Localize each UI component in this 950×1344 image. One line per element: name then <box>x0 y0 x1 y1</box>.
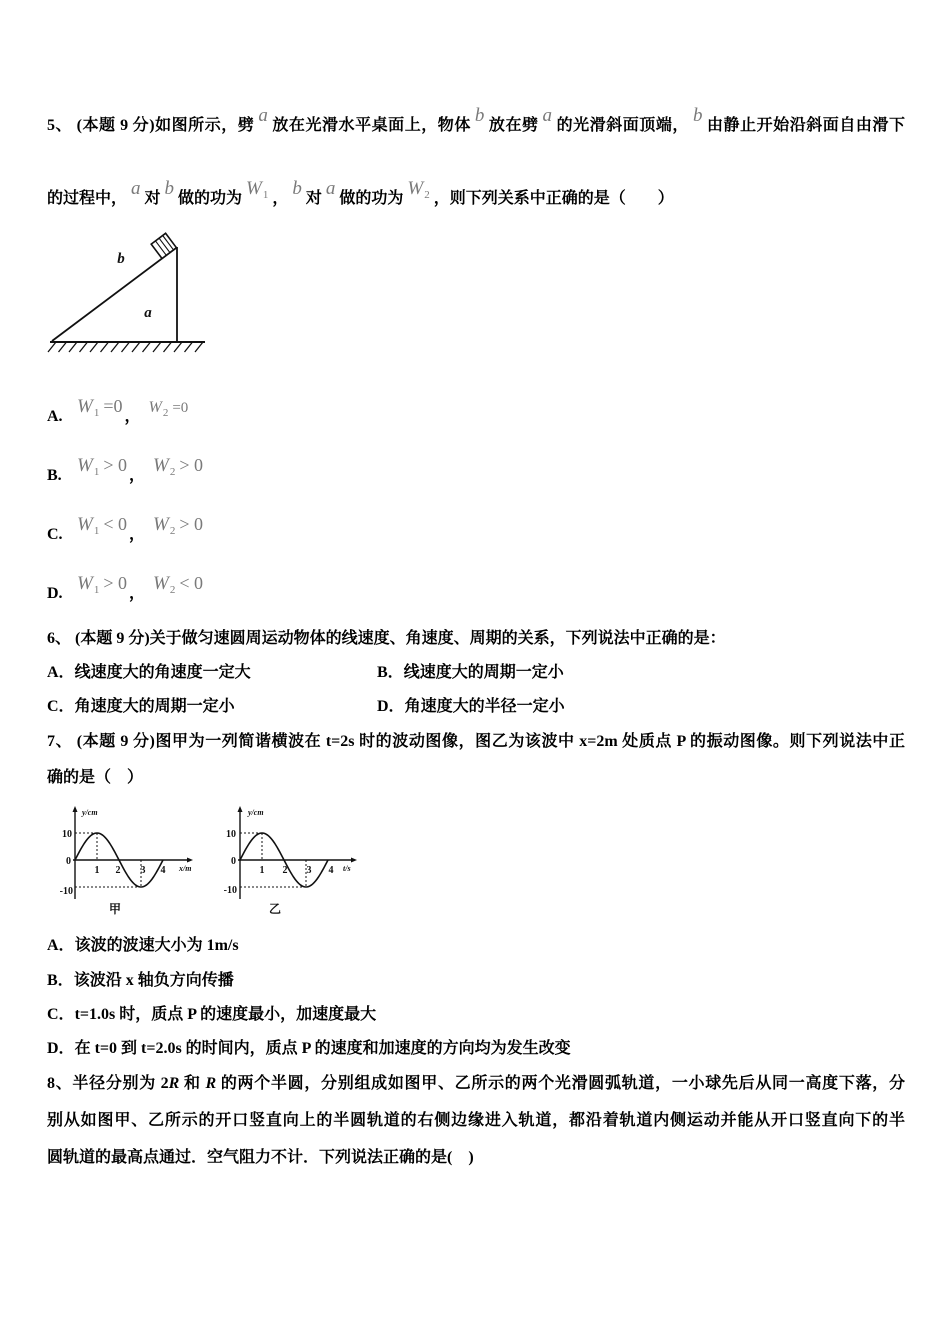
x-tick-label: 4 <box>160 865 166 876</box>
q5-option-a <box>47 396 905 426</box>
w-subscript: 1 <box>93 407 100 419</box>
option-label: A． <box>47 937 75 954</box>
q5-text: ， <box>272 190 289 207</box>
q5-text: 5、 (本题 9 分)如图所示，劈 <box>47 117 255 134</box>
q6-option-b <box>377 662 897 684</box>
wedge-figure <box>46 231 208 355</box>
math-b: b <box>292 178 302 199</box>
math-a: a <box>131 178 141 199</box>
relation: < 0 <box>179 573 203 593</box>
option-text: 线速度大的周期一定小 <box>403 664 564 681</box>
option-text: 角速度大的半径一定小 <box>404 698 565 715</box>
w-symbol: W <box>407 178 424 199</box>
relation: =0 <box>172 400 189 416</box>
vibration-graph-yi <box>212 803 360 918</box>
q8-stem-line-2: 别从如图甲、乙所示的开口竖直向上的半圆轨道的右侧边缘进入轨道，都沿着轨道内侧运动并能从开口竖直向下的半 <box>47 1112 905 1129</box>
w-subscript: 2 <box>424 189 430 201</box>
relation: > 0 <box>179 455 203 475</box>
w-subscript: 1 <box>93 584 100 596</box>
x-axis-title: x/m <box>179 864 192 873</box>
option-text: 该波的波速大小为 1m/s <box>74 937 239 954</box>
y-tick-label: 10 <box>226 829 236 840</box>
x-tick-label: 1 <box>94 865 100 876</box>
q5-text: 对 <box>144 190 161 207</box>
q7-stem-line-1: 7、 (本题 9 分)图甲为一列简谐横波在 t=2s 时的波动图像，图乙为该波中 x=2m 处质点 P 的振动图像。则下列说法中正 <box>47 733 905 750</box>
relation: > 0 <box>179 514 203 534</box>
math-b: b <box>474 105 485 126</box>
w-subscript: 1 <box>93 525 100 537</box>
q8-stem-line-1 <box>47 1073 905 1095</box>
option-label: A. <box>47 408 63 425</box>
ground-hatching <box>48 342 203 352</box>
q7-option-b <box>47 970 905 992</box>
q5-text: 由静止开始沿斜面自由滑下 <box>706 117 905 134</box>
math-expression <box>148 399 189 419</box>
math-a: a <box>542 105 553 126</box>
option-label: B． <box>377 664 404 681</box>
q5-text: 的过程中， <box>47 190 128 207</box>
q5-text: 的光滑斜面顶端， <box>556 117 689 134</box>
w-symbol: W <box>77 514 93 535</box>
relation: < 0 <box>103 514 127 534</box>
q5-text: 放在劈 <box>488 117 539 134</box>
math-expression <box>77 396 122 417</box>
y-tick-label: 0 <box>66 856 71 867</box>
w-subscript: 2 <box>162 407 169 419</box>
label-b: b <box>117 251 125 267</box>
q7-option-a <box>47 935 905 957</box>
x-tick-label: 4 <box>328 865 334 876</box>
math-w2 <box>407 178 429 199</box>
y-tick-label: -10 <box>59 886 73 897</box>
math-w1 <box>246 178 268 199</box>
q7-option-c <box>47 1004 905 1026</box>
option-label: C． <box>47 1006 75 1023</box>
math-expression <box>77 455 127 476</box>
y-tick-label: 0 <box>231 856 236 867</box>
q6-option-a <box>47 662 367 684</box>
wedge-slope <box>52 247 177 341</box>
symbol-r: R <box>168 1075 180 1092</box>
w-symbol: W <box>153 514 169 535</box>
q8-text: 和 <box>179 1075 206 1092</box>
comma: ， <box>128 585 145 602</box>
w-symbol: W <box>77 455 93 476</box>
w-subscript: 1 <box>93 466 100 478</box>
option-text: 角速度大的周期一定小 <box>74 698 235 715</box>
x-tick-label: 1 <box>259 865 265 876</box>
y-axis-arrow <box>238 806 243 812</box>
option-label: B． <box>47 972 74 989</box>
y-axis-arrow <box>73 806 78 812</box>
w-symbol: W <box>246 178 262 199</box>
relation: > 0 <box>103 573 127 593</box>
math-b: b <box>164 178 175 199</box>
q6-option-d <box>377 696 897 718</box>
q7-stem-line-2: 确的是（ ） <box>47 769 144 786</box>
q8-text: 8、半径分别为 2 <box>47 1075 169 1092</box>
q5-stem-line-2 <box>47 178 905 209</box>
y-tick-label: 10 <box>62 829 72 840</box>
comma: ， <box>128 467 145 484</box>
x-tick-label: 3 <box>140 865 146 876</box>
q5-option-d <box>47 573 905 603</box>
option-label: D. <box>47 585 63 602</box>
y-tick-label: -10 <box>223 885 237 896</box>
option-text: 线速度大的角速度一定大 <box>74 664 251 681</box>
math-expression <box>153 455 203 476</box>
option-label: C. <box>47 526 63 543</box>
q6-option-c <box>47 696 367 718</box>
q5-option-c <box>47 514 905 544</box>
w-symbol: W <box>153 573 169 594</box>
math-a: a <box>325 178 336 199</box>
q5-option-b <box>47 455 905 485</box>
y-axis-title: y/cm <box>248 808 264 817</box>
x-tick-label: 3 <box>306 865 312 876</box>
option-label: D． <box>47 1040 75 1057</box>
math-expression <box>77 573 127 594</box>
comma: ， <box>124 408 141 425</box>
x-axis-title: t/s <box>343 864 351 873</box>
w-subscript: 1 <box>262 189 269 201</box>
q5-text: 对 <box>305 190 322 207</box>
math-expression <box>153 573 203 594</box>
comma: ， <box>128 526 145 543</box>
q8-stem-line-3: 圆轨道的最高点通过．空气阻力不计．下列说法正确的是( ) <box>47 1149 474 1166</box>
q6-stem: 6、 (本题 9 分)关于做匀速圆周运动物体的线速度、角速度、周期的关系，下列说法中正确的是： <box>47 630 726 647</box>
x-tick-label: 2 <box>115 865 121 876</box>
wave-graph-jia <box>46 803 196 918</box>
w-subscript: 2 <box>169 466 176 478</box>
x-axis-arrow <box>351 858 357 863</box>
q5-text: 做的功为 <box>178 190 243 207</box>
w-symbol: W <box>153 455 169 476</box>
symbol-r: R <box>205 1075 217 1092</box>
option-text: 在 t=0 到 t=2.0s 的时间内，质点 P 的速度和加速度的方向均为发生改变 <box>74 1040 571 1057</box>
option-text: 该波沿 x 轴负方向传播 <box>73 972 234 989</box>
x-tick-label: 2 <box>282 865 288 876</box>
option-label: A． <box>47 664 75 681</box>
x-axis-arrow <box>187 858 193 863</box>
q5-text: ，则下列关系中正确的是（ ） <box>433 190 674 207</box>
q5-text: 做的功为 <box>339 190 404 207</box>
option-text: t=1.0s 时，质点 P 的速度最小，加速度最大 <box>74 1006 377 1023</box>
option-label: C． <box>47 698 75 715</box>
relation: > 0 <box>103 455 127 475</box>
q5-stem-line-1 <box>47 105 905 136</box>
q8-text: 的两个半圆，分别组成如图甲、乙所示的两个光滑圆弧轨道，一小球先后从同一高度下落，分 <box>216 1075 905 1092</box>
y-axis-title: y/cm <box>82 808 98 817</box>
w-subscript: 2 <box>169 525 176 537</box>
label-a: a <box>144 305 152 321</box>
math-b: b <box>692 105 703 126</box>
math-a: a <box>258 105 268 126</box>
math-expression <box>153 514 203 535</box>
w-symbol: W <box>77 396 93 417</box>
option-label: B. <box>47 467 62 484</box>
w-symbol: W <box>148 399 162 416</box>
graph-caption: 甲 <box>108 902 122 916</box>
option-label: D． <box>377 698 405 715</box>
q5-text: 放在光滑水平桌面上，物体 <box>271 117 471 134</box>
w-subscript: 2 <box>169 584 176 596</box>
w-symbol: W <box>77 573 93 594</box>
relation: =0 <box>103 396 123 416</box>
q7-option-d <box>47 1038 905 1060</box>
graph-caption: 乙 <box>268 902 282 916</box>
math-expression <box>77 514 127 535</box>
